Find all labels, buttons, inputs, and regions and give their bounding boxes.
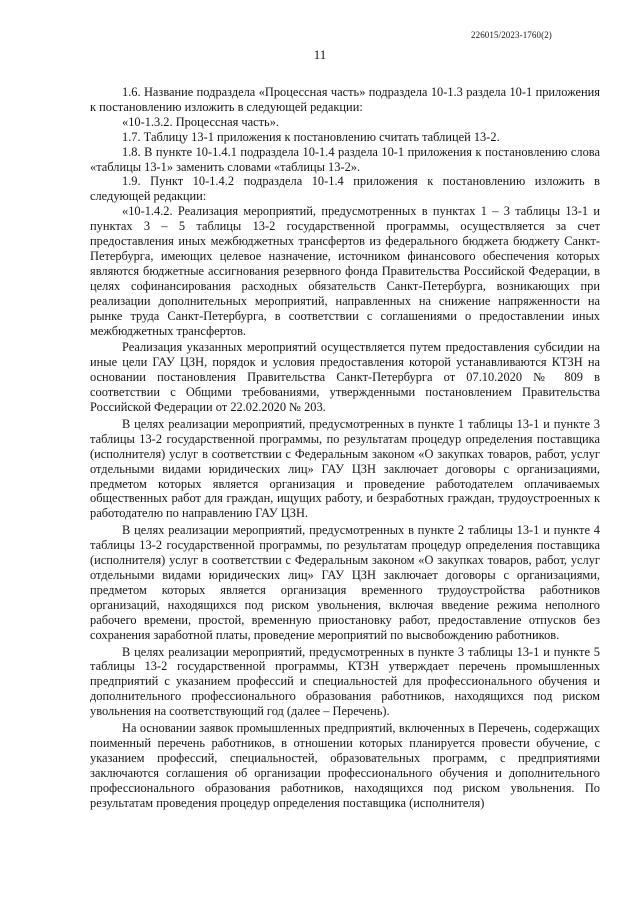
page-number: 11	[313, 47, 327, 62]
paragraph-10-1-4-2: «10-1.4.2. Реализация мероприятий, предусмотренных в пунктах 1 – 3 таблицы 13-1 и пунктах 3 – 5 таблицы 13-2 государственной программы, осуществляется за счет предоставления иных межбюджетных трансфертов из федерального бюджета бюджету Санкт-Петербурга, имеющих целевое назначение, источником финансового обеспечения которых являются бюджетные ассигнования резервного фонда Правительства Российской Федерации, в целях софинансирования расходных обязательств Санкт-Петербурга, возникающих при реализации дополнительных мероприятий, направленных на снижение напряженности на рынке труда Санкт-Петербурга, в соответствии с соглашениями о предоставлении иных межбюджетных трансфертов.	[90, 204, 600, 338]
paragraph-1-9: 1.9. Пункт 10-1.4.2 подраздела 10-1.4 приложения к постановлению изложить в следующей редакции:	[90, 174, 600, 204]
paragraph-quote-10-1-3-2: «10-1.3.2. Процессная часть».	[122, 114, 279, 129]
paragraph-enterprise-list: В целях реализации мероприятий, предусмотренных в пункте 3 таблицы 13-1 и пункте 5 таблицы 13-2 государственной программы, КТЗН утверждает перечень промышленных предприятий с указанием профессий и специальностей для профессионального обучения и дополнительного профессионального образования работников, находящихся под риском увольнения на соответствующий год (далее – Перечень).	[90, 644, 600, 719]
paragraph-1-7: 1.7. Таблицу 13-1 приложения к постановлению считать таблицей 13-2.	[122, 129, 500, 144]
paragraph-subsidy: Реализация указанных мероприятий осуществляется путем предоставления субсидии на иные цели ГАУ ЦЗН, порядок и условия предоставления которой устанавливаются КТЗН на основании постановления Правительства Санкт-Петербурга от 07.10.2020 № 809 в соответствии с Общими требованиями, утвержденными постановлением Правительства Российской Федерации от 22.02.2020 № 203.	[90, 340, 600, 415]
paragraph-1-6: 1.6. Название подраздела «Процессная часть» подраздела 10-1.3 раздела 10-1 приложения к постановлению изложить в следующей редакции:	[90, 85, 600, 114]
paragraph-applications: На основании заявок промышленных предприятий, включенных в Перечень, содержащих поименный перечень работников, в отношении которых планируется провести обучение, с указанием профессий, специальностей, образовательных программ, с предприятиями заключаются соглашения об организации профессионального обучения и дополнительного профессионального образования работников, находящихся под риском увольнения. По результатам проведения процедур определения поставщика (исполнителя)	[90, 721, 600, 810]
document-body	[90, 85, 600, 811]
document-id: 226015/2023-1760(2)	[471, 30, 552, 40]
paragraph-1-8: 1.8. В пункте 10-1.4.1 подраздела 10-1.4 раздела 10-1 приложения к постановлению слова «таблицы 13-1» заменить словами «таблицы 13-2».	[90, 144, 600, 174]
paragraph-public-works: В целях реализации мероприятий, предусмотренных в пункте 1 таблицы 13-1 и пункте 3 таблицы 13-2 государственной программы, по результатам процедур определения поставщика (исполнителя) услуг в соответствии с Федеральным законом «О закупках товаров, работ, услуг отдельными видами юридических лиц» ГАУ ЦЗН заключает договоры с организациями, предметом которых является организация и проведение работодателем оплачиваемых общественных работ для граждан, ищущих работу, и безработных граждан, трудоустроенных к работодателю по направлению ГАУ ЦЗН.	[90, 416, 600, 521]
paragraph-temporary-employment: В целях реализации мероприятий, предусмотренных в пункте 2 таблицы 13-1 и пункте 4 таблицы 13-2 государственной программы, по результатам процедур определения поставщика (исполнителя) услуг в соответствии с Федеральным законом «О закупках товаров, работ, услуг отдельными видами юридических лиц» ГАУ ЦЗН заключает договоры с организациями, предметом которых является организация временного трудоустройства работников организаций, находящихся под риском увольнения, включая введение режима неполного рабочего времени, простой, временную приостановку работ, предоставление отпусков без сохранения заработной платы, проведение мероприятий по высвобождению работников.	[90, 523, 600, 642]
